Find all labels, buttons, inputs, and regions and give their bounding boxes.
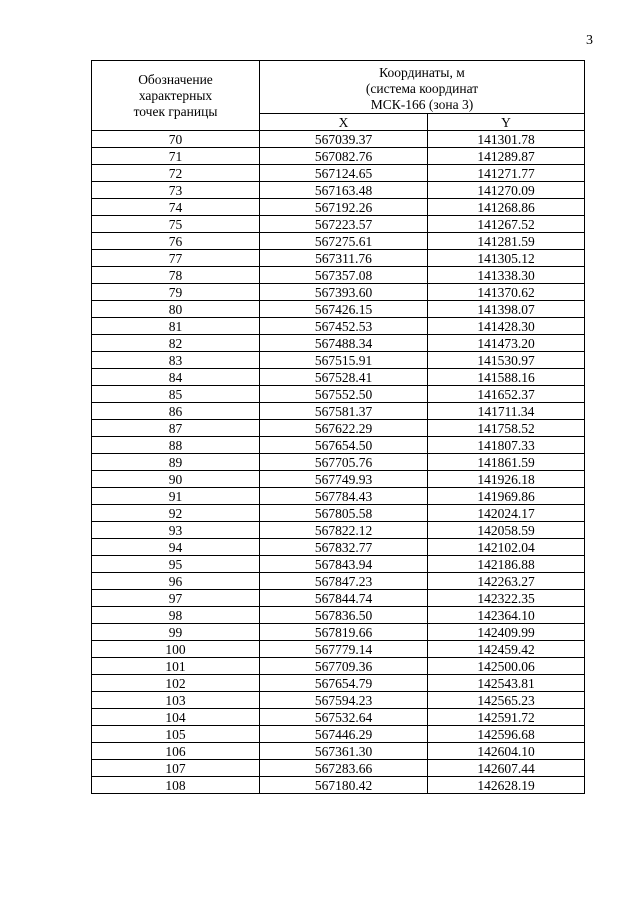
table-row: [92, 403, 585, 420]
point-number-cell: 104: [92, 709, 260, 726]
table-row: [92, 709, 585, 726]
table-row: [92, 386, 585, 403]
table-row: [92, 505, 585, 522]
x-coordinate-cell: 567446.29: [260, 726, 428, 743]
y-coordinate-cell: 142459.42: [428, 641, 585, 658]
table-row: [92, 726, 585, 743]
y-coordinate-cell: 142102.04: [428, 539, 585, 556]
x-coordinate-cell: 567180.42: [260, 777, 428, 794]
table-row: [92, 131, 585, 148]
y-coordinate-cell: 141271.77: [428, 165, 585, 182]
table-row: [92, 522, 585, 539]
x-coordinate-cell: 567622.29: [260, 420, 428, 437]
table-row: [92, 658, 585, 675]
table-row: [92, 148, 585, 165]
y-coordinate-cell: 142364.10: [428, 607, 585, 624]
coordinates-header-line-2: (система координат: [365, 81, 479, 96]
y-coordinate-cell: 142058.59: [428, 522, 585, 539]
coordinates-header-line-3: МСК-166 (зона 3): [370, 97, 474, 112]
y-coordinate-cell: 141969.86: [428, 488, 585, 505]
point-number-cell: 93: [92, 522, 260, 539]
point-number-cell: 101: [92, 658, 260, 675]
table-row: [92, 539, 585, 556]
x-coordinate-cell: 567843.94: [260, 556, 428, 573]
x-coordinate-cell: 567709.36: [260, 658, 428, 675]
point-number-cell: 83: [92, 352, 260, 369]
point-number-cell: 81: [92, 318, 260, 335]
y-coordinate-cell: 141338.30: [428, 267, 585, 284]
y-coordinate-cell: 141652.37: [428, 386, 585, 403]
table-row: [92, 420, 585, 437]
point-number-cell: 105: [92, 726, 260, 743]
x-coordinate-cell: 567654.79: [260, 675, 428, 692]
point-number-cell: 71: [92, 148, 260, 165]
point-number-cell: 73: [92, 182, 260, 199]
y-coordinate-cell: 141268.86: [428, 199, 585, 216]
point-number-cell: 89: [92, 454, 260, 471]
table-row: [92, 454, 585, 471]
y-coordinate-cell: 141807.33: [428, 437, 585, 454]
x-coordinate-cell: 567784.43: [260, 488, 428, 505]
y-coordinate-cell: 141926.18: [428, 471, 585, 488]
table-row: [92, 301, 585, 318]
point-number-cell: 108: [92, 777, 260, 794]
x-coordinate-cell: 567515.91: [260, 352, 428, 369]
table-row: [92, 607, 585, 624]
y-coordinate-cell: 141305.12: [428, 250, 585, 267]
point-number-cell: 90: [92, 471, 260, 488]
x-coordinate-cell: 567594.23: [260, 692, 428, 709]
x-coordinate-cell: 567836.50: [260, 607, 428, 624]
y-coordinate-cell: 142591.72: [428, 709, 585, 726]
point-number-cell: 79: [92, 284, 260, 301]
point-number-cell: 96: [92, 573, 260, 590]
boundary-points-table: [91, 60, 585, 794]
table-row: [92, 250, 585, 267]
table-row: [92, 267, 585, 284]
table-row: [92, 318, 585, 335]
table-row: [92, 777, 585, 794]
point-number-cell: 106: [92, 743, 260, 760]
table-row: [92, 352, 585, 369]
x-column-header: X: [260, 114, 428, 131]
x-coordinate-cell: 567822.12: [260, 522, 428, 539]
x-coordinate-cell: 567452.53: [260, 318, 428, 335]
x-coordinate-cell: 567552.50: [260, 386, 428, 403]
y-coordinate-cell: 142263.27: [428, 573, 585, 590]
table-row: [92, 675, 585, 692]
x-coordinate-cell: 567844.74: [260, 590, 428, 607]
table-row: [92, 641, 585, 658]
y-coordinate-cell: 141370.62: [428, 284, 585, 301]
point-label-header: [92, 61, 260, 131]
table-row: [92, 182, 585, 199]
y-coordinate-cell: 142322.35: [428, 590, 585, 607]
point-number-cell: 74: [92, 199, 260, 216]
x-coordinate-cell: 567275.61: [260, 233, 428, 250]
x-coordinate-cell: 567528.41: [260, 369, 428, 386]
x-coordinate-cell: 567223.57: [260, 216, 428, 233]
x-coordinate-cell: 567393.60: [260, 284, 428, 301]
table-row: [92, 760, 585, 777]
point-number-cell: 87: [92, 420, 260, 437]
y-coordinate-cell: 141530.97: [428, 352, 585, 369]
page-number: 3: [586, 33, 593, 48]
table-row: [92, 199, 585, 216]
table-row: [92, 692, 585, 709]
x-coordinate-cell: 567749.93: [260, 471, 428, 488]
table-row: [92, 369, 585, 386]
x-coordinate-cell: 567283.66: [260, 760, 428, 777]
table-row: [92, 233, 585, 250]
x-coordinate-cell: 567805.58: [260, 505, 428, 522]
x-coordinate-cell: 567581.37: [260, 403, 428, 420]
point-number-cell: 88: [92, 437, 260, 454]
point-number-cell: 76: [92, 233, 260, 250]
y-coordinate-cell: 142543.81: [428, 675, 585, 692]
point-number-cell: 103: [92, 692, 260, 709]
x-coordinate-cell: 567779.14: [260, 641, 428, 658]
x-coordinate-cell: 567705.76: [260, 454, 428, 471]
y-coordinate-cell: 141398.07: [428, 301, 585, 318]
table-row: [92, 573, 585, 590]
table-row: [92, 216, 585, 233]
y-coordinate-cell: 142604.10: [428, 743, 585, 760]
x-coordinate-cell: 567082.76: [260, 148, 428, 165]
table-row: [92, 284, 585, 301]
y-coordinate-cell: 142628.19: [428, 777, 585, 794]
table-row: [92, 437, 585, 454]
y-coordinate-cell: 141289.87: [428, 148, 585, 165]
y-coordinate-cell: 142409.99: [428, 624, 585, 641]
point-number-cell: 80: [92, 301, 260, 318]
y-coordinate-cell: 141428.30: [428, 318, 585, 335]
y-coordinate-cell: 141270.09: [428, 182, 585, 199]
table-body: [92, 131, 585, 794]
table-row: [92, 743, 585, 760]
y-coordinate-cell: 141711.34: [428, 403, 585, 420]
point-number-cell: 72: [92, 165, 260, 182]
x-coordinate-cell: 567163.48: [260, 182, 428, 199]
point-number-cell: 98: [92, 607, 260, 624]
point-number-cell: 102: [92, 675, 260, 692]
y-column-header: Y: [428, 114, 585, 131]
table-row: [92, 590, 585, 607]
x-coordinate-cell: 567819.66: [260, 624, 428, 641]
point-number-cell: 99: [92, 624, 260, 641]
x-coordinate-cell: 567488.34: [260, 335, 428, 352]
point-number-cell: 75: [92, 216, 260, 233]
point-number-cell: 92: [92, 505, 260, 522]
x-coordinate-cell: 567847.23: [260, 573, 428, 590]
point-number-cell: 100: [92, 641, 260, 658]
y-coordinate-cell: 142186.88: [428, 556, 585, 573]
coordinates-header: [260, 61, 585, 114]
table-row: [92, 335, 585, 352]
x-coordinate-cell: 567532.64: [260, 709, 428, 726]
point-number-cell: 84: [92, 369, 260, 386]
point-number-cell: 78: [92, 267, 260, 284]
y-coordinate-cell: 141267.52: [428, 216, 585, 233]
y-coordinate-cell: 141758.52: [428, 420, 585, 437]
point-label-header-line-2: характерных: [138, 87, 213, 103]
point-number-cell: 94: [92, 539, 260, 556]
y-coordinate-cell: 142607.44: [428, 760, 585, 777]
table-row: [92, 488, 585, 505]
y-coordinate-cell: 141861.59: [428, 454, 585, 471]
y-coordinate-cell: 142024.17: [428, 505, 585, 522]
point-number-cell: 91: [92, 488, 260, 505]
y-coordinate-cell: 141281.59: [428, 233, 585, 250]
y-coordinate-cell: 142596.68: [428, 726, 585, 743]
point-number-cell: 82: [92, 335, 260, 352]
y-coordinate-cell: 141301.78: [428, 131, 585, 148]
x-coordinate-cell: 567832.77: [260, 539, 428, 556]
point-number-cell: 85: [92, 386, 260, 403]
point-number-cell: 107: [92, 760, 260, 777]
x-coordinate-cell: 567192.26: [260, 199, 428, 216]
coordinates-header-line-1: Координаты, м: [379, 65, 465, 80]
point-number-cell: 70: [92, 131, 260, 148]
x-coordinate-cell: 567311.76: [260, 250, 428, 267]
x-coordinate-cell: 567039.37: [260, 131, 428, 148]
y-coordinate-cell: 142500.06: [428, 658, 585, 675]
point-label-header-line-1: Обозначение: [138, 71, 213, 87]
point-number-cell: 97: [92, 590, 260, 607]
table-row: [92, 624, 585, 641]
table-row: [92, 165, 585, 182]
x-coordinate-cell: 567654.50: [260, 437, 428, 454]
x-coordinate-cell: 567124.65: [260, 165, 428, 182]
y-coordinate-cell: 141588.16: [428, 369, 585, 386]
table-row: [92, 471, 585, 488]
table-row: [92, 556, 585, 573]
x-coordinate-cell: 567426.15: [260, 301, 428, 318]
point-number-cell: 86: [92, 403, 260, 420]
y-coordinate-cell: 141473.20: [428, 335, 585, 352]
point-number-cell: 95: [92, 556, 260, 573]
x-coordinate-cell: 567357.08: [260, 267, 428, 284]
x-coordinate-cell: 567361.30: [260, 743, 428, 760]
y-coordinate-cell: 142565.23: [428, 692, 585, 709]
point-number-cell: 77: [92, 250, 260, 267]
point-label-header-line-3: точек границы: [133, 103, 218, 119]
